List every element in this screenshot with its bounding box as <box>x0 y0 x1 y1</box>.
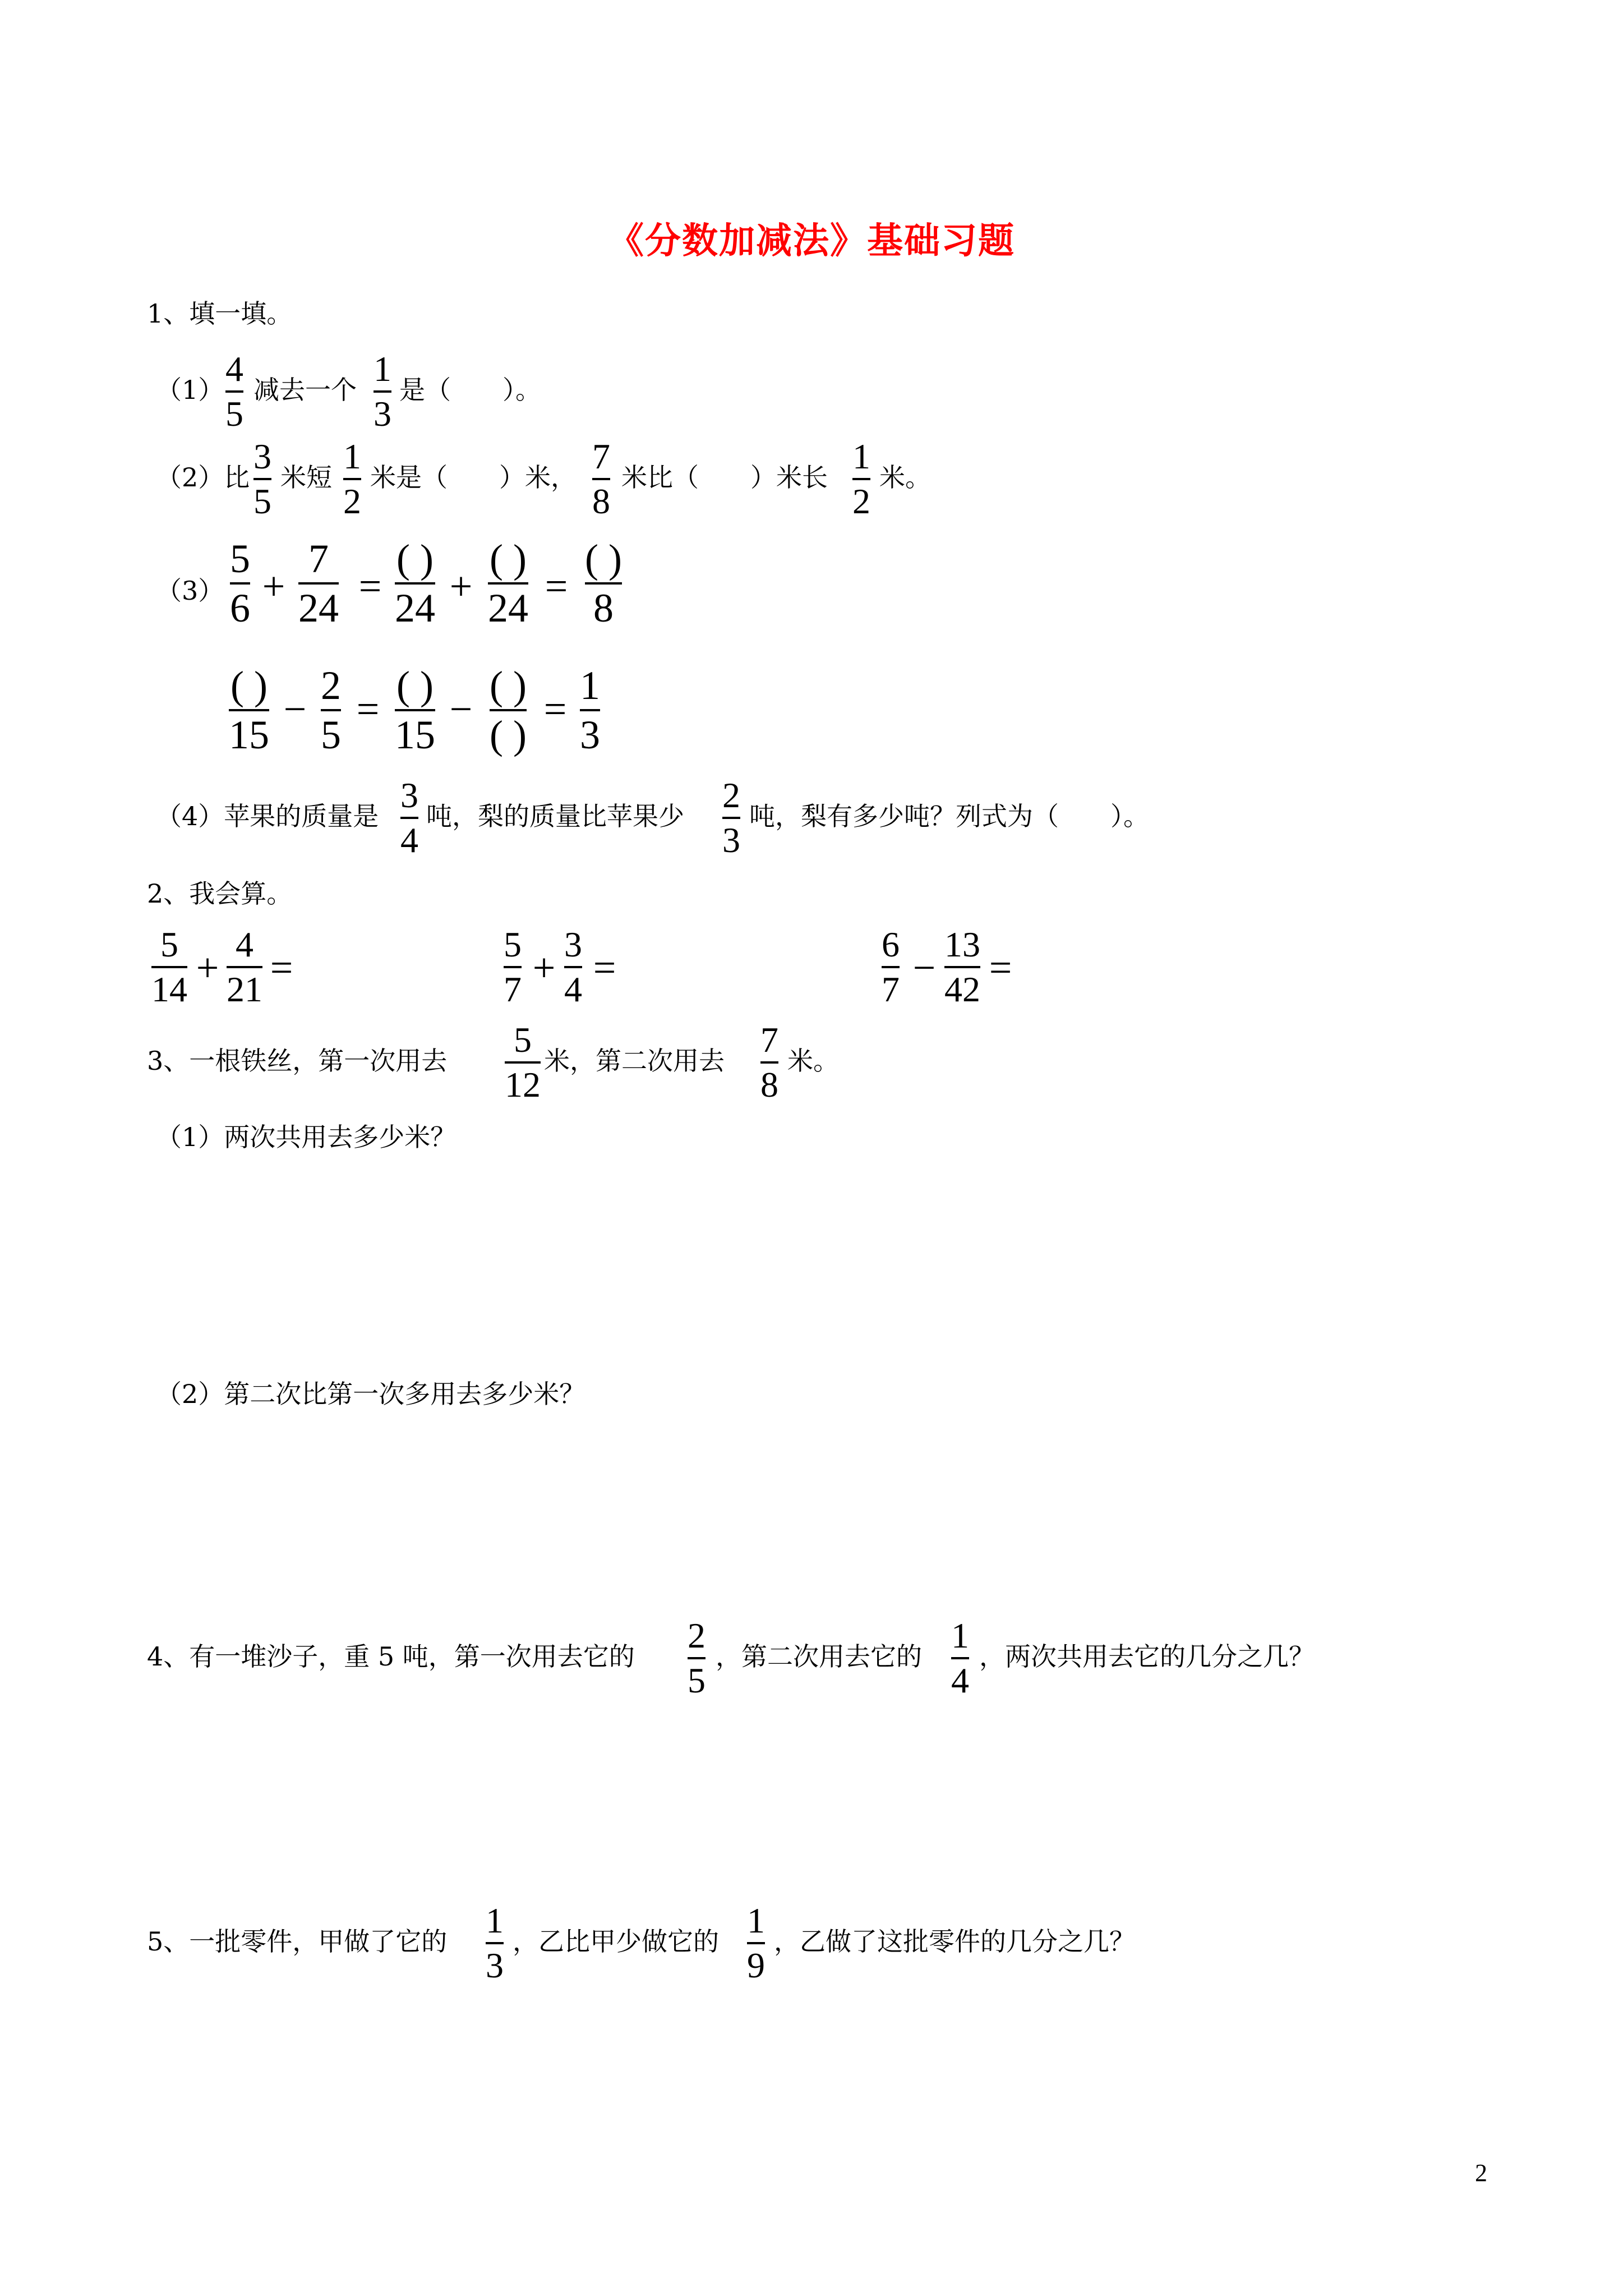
question-3-text: 米。 <box>787 1046 839 1076</box>
question-5-text: 5、一批零件，甲做了它的 <box>147 1926 448 1957</box>
fraction: 3 4 <box>400 775 418 860</box>
fraction: ( ) 15 <box>229 663 269 757</box>
q1-part4-text: 吨，梨有多少吨？列式为（ ）。 <box>749 801 1149 831</box>
operator: − <box>912 945 936 990</box>
fraction: ( ) 15 <box>395 663 435 757</box>
fraction: 4 21 <box>227 924 262 1009</box>
q1-part4-text: 吨，梨的质量比苹果少 <box>426 801 684 831</box>
q1-part1-number: （1） <box>156 375 224 405</box>
fraction: 3 5 <box>253 436 271 521</box>
fraction: 5 6 <box>230 536 250 631</box>
fraction: 2 3 <box>722 775 740 860</box>
fraction: 1 4 <box>951 1616 969 1700</box>
fraction: 1 2 <box>343 436 361 521</box>
operator: = <box>270 945 293 990</box>
fraction: 1 3 <box>486 1901 504 1985</box>
fraction: 1 9 <box>747 1901 765 1985</box>
fraction: 2 5 <box>688 1616 706 1700</box>
operator: = <box>543 687 567 731</box>
fraction: 7 24 <box>298 536 339 631</box>
q1-part2-text: 米。 <box>879 462 931 493</box>
fraction: 7 8 <box>592 436 610 521</box>
question-3-text: 3、一根铁丝，第一次用去 <box>147 1046 448 1076</box>
fraction: 1 3 <box>580 663 600 757</box>
operator: − <box>283 687 307 731</box>
fraction: ( ) 24 <box>488 536 528 631</box>
fraction: 1 2 <box>852 436 870 521</box>
fraction: 3 4 <box>564 924 582 1009</box>
q3-sub2: （2）第二次比第一次多用去多少米？ <box>156 1379 585 1409</box>
question-5-text: ，乙比甲少做它的 <box>513 1926 719 1957</box>
fraction: 5 7 <box>504 924 522 1009</box>
fraction: 1 3 <box>374 349 391 434</box>
fraction: ( ) ( ) <box>490 663 527 757</box>
question-4-text: ，两次共用去它的几分之几？ <box>979 1641 1315 1672</box>
question-4-text: 4、有一堆沙子，重 5 吨，第一次用去它的 <box>147 1641 635 1672</box>
operator: = <box>356 687 380 731</box>
operator: = <box>593 945 616 990</box>
question-2-label: 2、我会算。 <box>147 878 293 909</box>
q1-part3-number: （3） <box>156 576 224 606</box>
question-5-text: ，乙做了这批零件的几分之几？ <box>774 1926 1135 1957</box>
q1-part4-text: （4）苹果的质量是 <box>156 801 379 831</box>
question-4-text: ，第二次用去它的 <box>716 1641 922 1672</box>
q1-part1-text: 减去一个 <box>253 375 357 405</box>
page-title: 《分数加减法》基础习题 <box>608 220 1015 262</box>
fraction: 5 12 <box>505 1020 541 1105</box>
operator: + <box>262 564 285 609</box>
q1-part2-text: 米比（ ）米长 <box>621 462 828 493</box>
fraction: 7 8 <box>760 1020 778 1105</box>
fraction: 2 5 <box>321 663 341 757</box>
q1-part2-number: （2）比 <box>156 462 250 493</box>
q1-part1-blank: 是（ ）。 <box>399 375 541 405</box>
operator: + <box>449 564 473 609</box>
q1-part2-text: 米短 <box>280 462 332 493</box>
q3-sub1: （1）两次共用去多少米？ <box>156 1122 457 1152</box>
question-1-label: 1、填一填。 <box>147 298 293 329</box>
operator: − <box>449 687 473 731</box>
question-3-text: 米，第二次用去 <box>544 1046 725 1076</box>
fraction: ( ) 24 <box>395 536 435 631</box>
operator: + <box>196 945 219 990</box>
operator: = <box>545 564 568 609</box>
page-number: 2 <box>1475 2159 1487 2187</box>
operator: = <box>358 564 382 609</box>
fraction: 13 42 <box>944 924 980 1009</box>
fraction: 4 5 <box>225 349 243 434</box>
operator: = <box>989 945 1012 990</box>
fraction: 6 7 <box>882 924 900 1009</box>
fraction: ( ) 8 <box>585 536 622 631</box>
operator: + <box>532 945 556 990</box>
fraction: 5 14 <box>151 924 187 1009</box>
q1-part2-text: 米是（ ）米， <box>370 462 577 493</box>
